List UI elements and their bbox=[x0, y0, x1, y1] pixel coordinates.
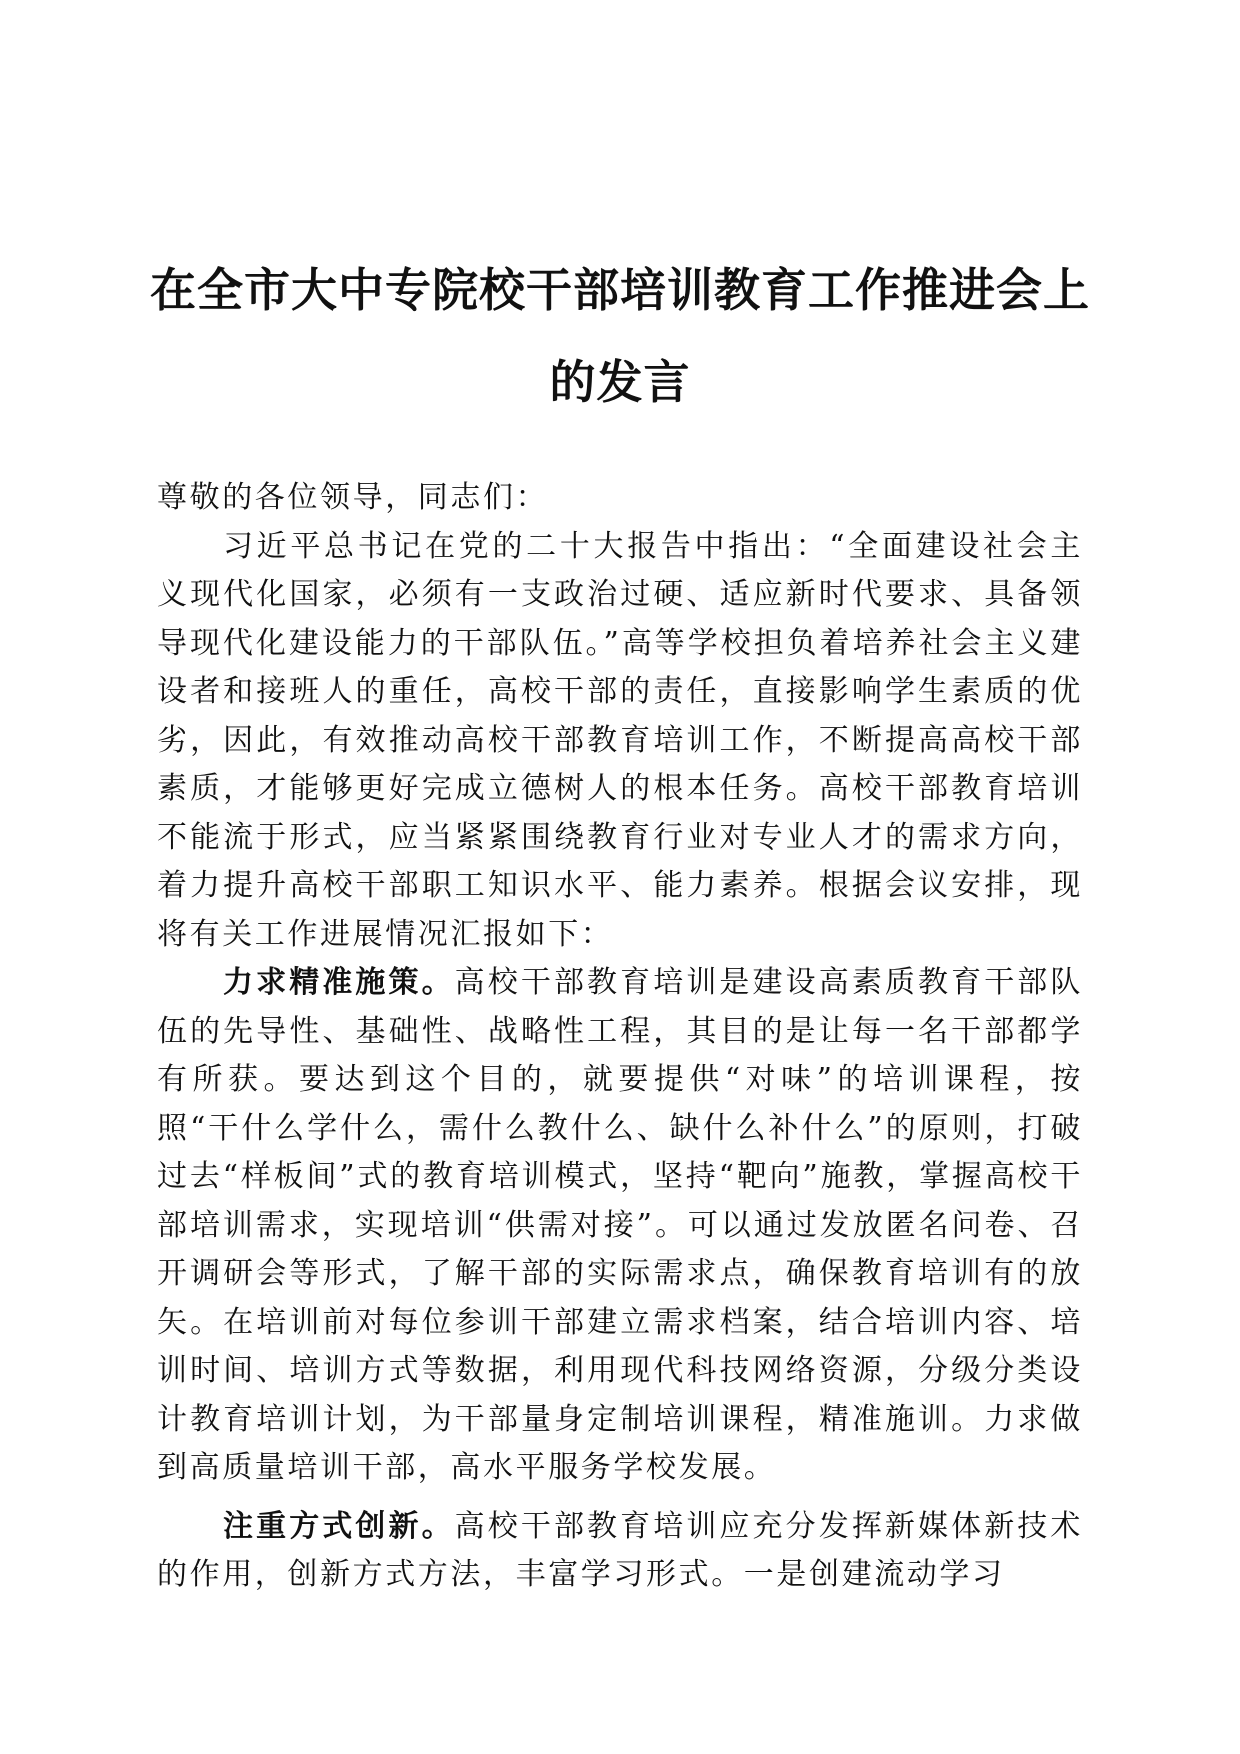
section-2-heading: 注重方式创新。 bbox=[223, 1508, 455, 1544]
section-1-heading: 力求精准施策。 bbox=[223, 965, 455, 1000]
section-2-text: 高校干部教育培训应充分发挥新媒体新技术的作用，创新方式方法，丰富学习形式。一是创建流动学习 bbox=[157, 1508, 1083, 1592]
salutation: 尊敬的各位领导，同志们： bbox=[157, 480, 549, 515]
section-2-paragraph bbox=[157, 1503, 1083, 1600]
intro-paragraph: 习近平总书记在党的二十大报告中指出：“全面建设社会主义现代化国家，必须有一支政治过硬、适应新时代要求、具备领导现代化建设能力的干部队伍。”高等学校担负着培养社会主义建设者和接班人的重任，高校干部的责任，直接影响学生素质的优劣，因此，有效推动高校干部教育培训工作，不断提高高校干部素质，才能够更好完成立德树人的根本任务。高校干部教育培训不能流于形式，应当紧紧围绕教育行业对专业人才的需求方向，着力提升高校干部职工知识水平、能力素养。根据会议安排，现将有关工作进展情况汇报如下： bbox=[157, 528, 1083, 952]
document-title-line-1: 在全市大中专院校干部培训教育工作推进会上 bbox=[150, 263, 1090, 317]
document-title-line-2: 的发言 bbox=[549, 355, 691, 409]
section-1-text: 高校干部教育培训是建设高素质教育干部队伍的先导性、基础性、战略性工程，其目的是让每一名干部都学有所获。要达到这个目的，就要提供“对味”的培训课程，按照“干什么学什么，需什么教什么、缺什么补什么”的原则，打破过去“样板间”式的教育培训模式，坚持“靶向”施教，掌握高校干部培训需求，实现培训“供需对接”。可以通过发放匿名问卷、召开调研会等形式，了解干部的实际需求点，确保教育培训有的放矢。在培训前对每位参训干部建立需求档案，结合培训内容、培训时间、培训方式等数据，利用现代科技网络资源，分级分类设计教育培训计划，为干部量身定制培训课程，精准施训。力求做到高质量培训干部，高水平服务学校发展。 bbox=[157, 965, 1083, 1485]
section-1-paragraph bbox=[157, 959, 1083, 1493]
document-body bbox=[157, 474, 1083, 1600]
